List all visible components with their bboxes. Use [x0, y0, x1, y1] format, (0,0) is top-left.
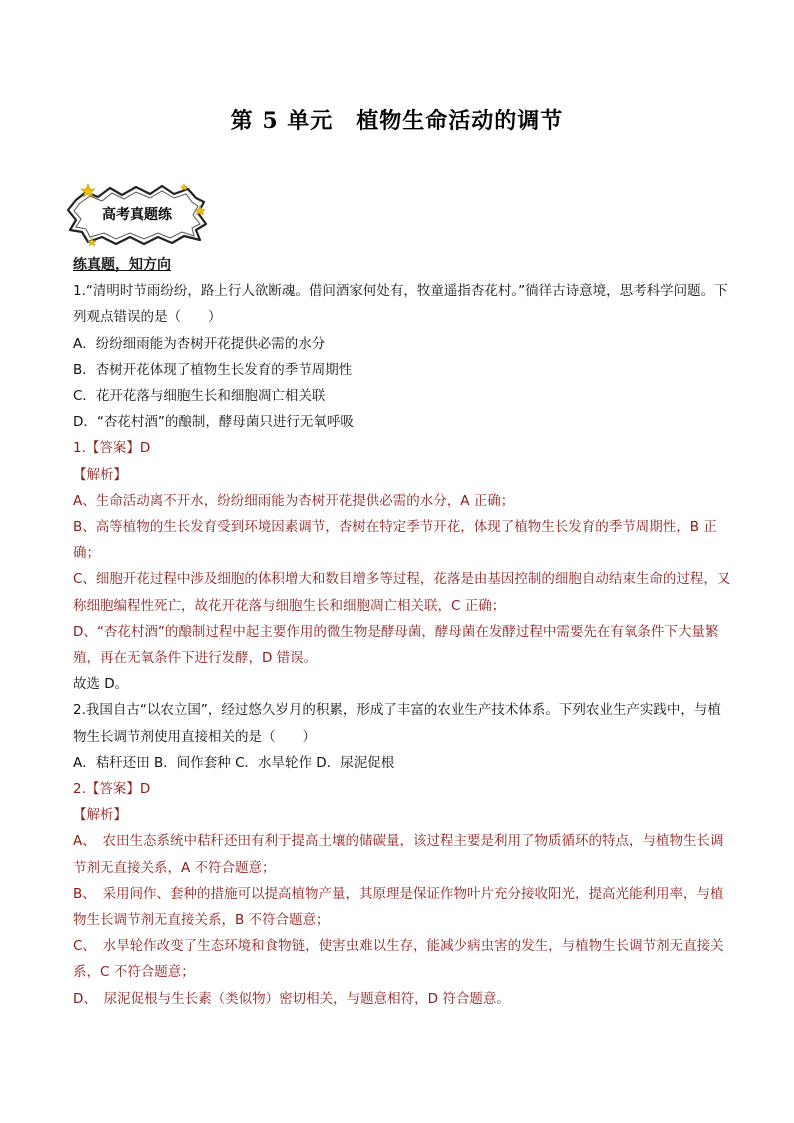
question-1-analysis-label: 【解析】: [73, 466, 127, 483]
question-1-analysis-d: D、“杏花村酒”的酿制过程中起主要作用的微生物是酵母菌，酵母菌在发酵过程中需要先在有氧条件下大量繁殖，再在无氧条件下进行发酵，D 错误。: [73, 623, 719, 667]
question-1-option-c: C．花开花落与细胞生长和细胞凋亡相关联: [73, 388, 326, 405]
question-1-stem: 1.“清明时节雨纷纷，路上行人欲断魂。借问酒家何处有，牧童遥指杏花村。”徜徉古诗意境，思考科学问题。下列观点错误的是（ ）: [73, 283, 728, 326]
question-2-options: A．秸秆还田 B．间作套种 C．水旱轮作 D．尿泥促根: [73, 754, 395, 771]
question-2-answer: 2.【答案】D: [73, 781, 151, 798]
question-1-option-d: D．“杏花村酒”的酿制，酵母菌只进行无氧呼吸: [73, 414, 354, 431]
question-2-analysis-b: B、 采用间作、套种的措施可以提高植物产量，其原理是保证作物叶片充分接收阳光，提高光能利用率，与植物生长调节剂无直接关系，B 不符合题意；: [73, 885, 724, 929]
section-heading: 练真题，知方向: [73, 257, 171, 273]
question-1-answer: 1.【答案】D: [73, 440, 151, 457]
document-body: [73, 252, 733, 1012]
question-2-analysis-a: A、 农田生态系统中秸秆还田有利于提高土壤的储碳量，该过程主要是利用了物质循环的特点，与植物生长调节剂无直接关系，A 不符合题意；: [73, 833, 724, 876]
badge-label: 高考真题练: [102, 207, 172, 223]
page-title: 第 5 单元 植物生命活动的调节: [230, 108, 564, 134]
question-2-stem: 2.我国自古“以农立国”，经过悠久岁月的积累，形成了丰富的农业生产技术体系。下列农业生产实践中，与植物生长调节剂使用直接相关的是（ ）: [73, 702, 721, 745]
question-1-analysis-b: B、高等植物的生长发育受到环境因素调节，杏树在特定季节开花，体现了植物生长发育的季节周期性，B 正确；: [73, 519, 717, 562]
question-2-analysis-d: D、 尿泥促根与生长素（类似物）密切相关，与题意相符，D 符合题意。: [73, 990, 510, 1007]
section-badge: [62, 180, 212, 250]
question-1-analysis-c: C、细胞开花过程中涉及细胞的体积增大和数目增多等过程，花落是由基因控制的细胞自动结束生命的过程，又称细胞编程性死亡，故花开花落与细胞生长和细胞凋亡相关联，C 正确；: [73, 571, 731, 614]
question-1-conclusion: 故选 D。: [73, 676, 129, 693]
question-2-analysis-label: 【解析】: [73, 807, 127, 824]
question-2-analysis-c: C、 水旱轮作改变了生态环境和食物链，使害虫难以生存，能减少病虫害的发生，与植物生长调节剂无直接关系，C 不符合题意；: [73, 938, 724, 981]
question-1-analysis-a: A、生命活动离不开水，纷纷细雨能为杏树开花提供必需的水分，A 正确；: [73, 492, 515, 509]
question-1-option-a: A．纷纷细雨能为杏树开花提供必需的水分: [73, 335, 326, 352]
question-1-option-b: B．杏树开花体现了植物生长发育的季节周期性: [73, 361, 353, 378]
